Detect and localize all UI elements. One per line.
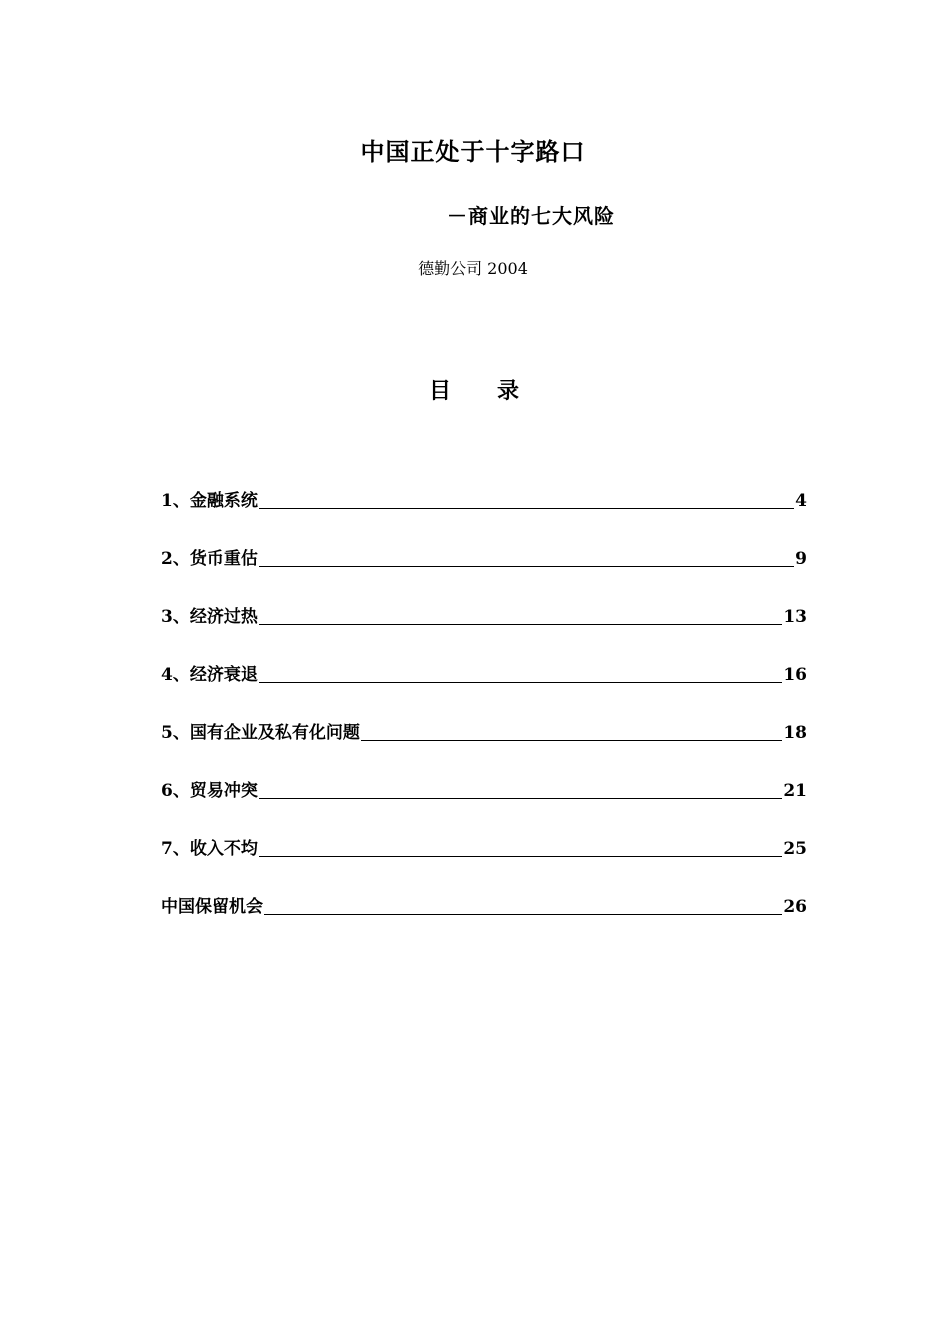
toc-entry-page: 16 — [783, 665, 807, 685]
toc-entry-label: 中国保留机会 — [161, 897, 263, 917]
toc-entry-income-inequality[interactable] — [161, 818, 807, 876]
toc-entry-page: 26 — [783, 897, 807, 917]
toc-entry-page: 21 — [783, 781, 807, 801]
toc-entry-label: 6、贸易冲突 — [161, 781, 258, 801]
toc-leader-line — [259, 565, 794, 567]
toc-entry-opportunities[interactable] — [161, 876, 807, 934]
toc-heading-char-2: 录 — [497, 378, 520, 404]
document-subtitle: －商业的七大风险 — [447, 204, 615, 228]
toc-leader-line — [259, 681, 782, 683]
toc-entry-page: 13 — [783, 607, 807, 627]
toc-entry-page: 25 — [783, 839, 807, 859]
toc-entry-currency-revaluation[interactable] — [161, 528, 807, 586]
toc-entry-label: 4、经济衰退 — [161, 665, 258, 685]
toc-leader-line — [259, 623, 782, 625]
toc-heading — [429, 374, 519, 405]
toc-heading-char-1: 目 — [429, 378, 452, 404]
toc-leader-line — [264, 913, 782, 915]
toc-entry-page: 18 — [783, 723, 807, 743]
toc-entry-trade-conflict[interactable] — [161, 760, 807, 818]
toc-entry-financial-system[interactable] — [161, 470, 807, 528]
toc-entry-page: 4 — [795, 491, 807, 511]
document-author: 德勤公司 2004 — [418, 259, 528, 278]
toc-leader-line — [361, 739, 783, 741]
toc-entry-label: 3、经济过热 — [161, 607, 258, 627]
toc-entry-page: 9 — [795, 549, 807, 569]
toc-entry-label: 1、金融系统 — [161, 491, 258, 511]
toc-entry-label: 5、国有企业及私有化问题 — [161, 723, 360, 743]
toc-entry-state-enterprises[interactable] — [161, 702, 807, 760]
toc-entry-label: 7、收入不均 — [161, 839, 258, 859]
toc-leader-line — [259, 797, 782, 799]
toc-entry-overheating[interactable] — [161, 586, 807, 644]
table-of-contents — [161, 470, 807, 934]
toc-entry-label: 2、货币重估 — [161, 549, 258, 569]
toc-entry-recession[interactable] — [161, 644, 807, 702]
toc-leader-line — [259, 507, 794, 509]
toc-leader-line — [259, 855, 782, 857]
document-title: 中国正处于十字路口 — [360, 137, 586, 166]
